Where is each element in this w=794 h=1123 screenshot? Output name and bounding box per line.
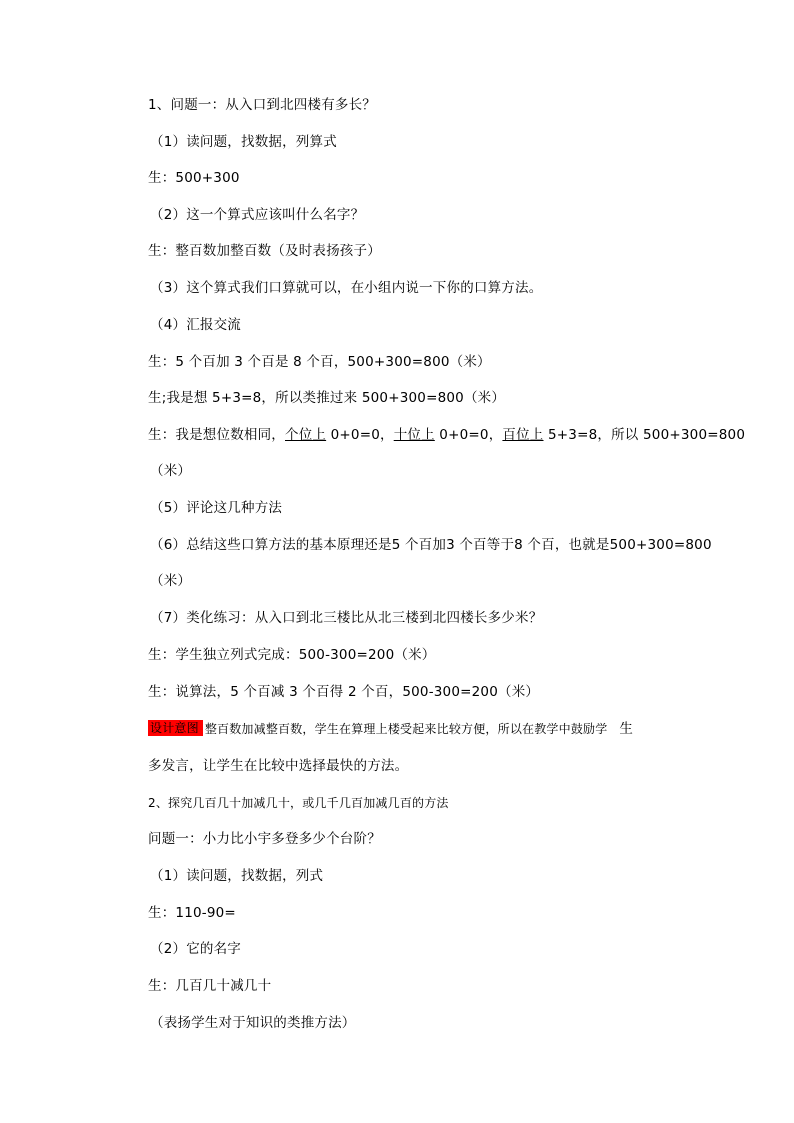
text-segment: 0+0=0， [434,427,503,443]
step-3: （3）这个算式我们口算就可以，在小组内说一下你的口算方法。 [150,280,543,296]
student-answer: 生：几百几十减几十 [148,978,272,994]
step-1: （1）读问题，找数据，列式 [150,868,324,884]
unit-continuation: （米） [150,573,192,589]
unit-continuation: （米） [150,463,192,479]
step-5: （5）评论这几种方法 [150,500,283,516]
underlined-tens-place: 十位上 [393,427,435,443]
teacher-note: （表扬学生对于知识的类推方法） [150,1015,356,1031]
student-answer: 生：500+300 [148,170,240,186]
text-segment: 5+3=8，所以 500+300=800 [543,427,746,443]
step-2: （2）这一个算式应该叫什么名字？ [150,207,365,223]
design-intent-tag: 设计意图 [148,720,203,736]
step-4: （4）汇报交流 [150,317,241,333]
design-intent-tail: 生 [619,721,634,737]
step-1: （1）读问题，找数据，列算式 [150,134,337,150]
question-heading: 问题一：小力比小宇多登多少个台阶？ [148,831,381,847]
underlined-hundreds-place: 百位上 [502,427,544,443]
underlined-ones-place: 个位上 [285,427,327,443]
step-7: （7）类化练习：从入口到北三楼比从北三楼到北四楼长多少米？ [150,610,543,626]
student-answer: 生：5 个百加 3 个百是 8 个百，500+300=800（米） [148,354,491,370]
step-6: （6）总结这些口算方法的基本原理还是5 个百加3 个百等于8 个百，也就是500+300=800 [150,537,712,553]
student-answer: 生;我是想 5+3=8，所以类推过来 500+300=800（米） [148,390,506,406]
student-answer: 生：说算法，5 个百减 3 个百得 2 个百，500-300=200（米） [148,684,540,700]
student-answer: 生：110-90= [148,905,236,921]
design-intent-text: 整百数加减整百数，学生在算理上楼受起来比较方便，所以在教学中鼓励学 [204,722,608,736]
question-1-heading: 1、问题一：从入口到北四楼有多长？ [148,97,376,113]
student-answer: 生：整百数加整百数（及时表扬孩子） [148,243,381,259]
student-answer-place-value [148,425,745,445]
student-answer: 生：学生独立列式完成：500-300=200（米） [148,647,436,663]
design-intent-paragraph [148,719,633,739]
text-segment: 生：我是想位数相同， [148,427,285,443]
text-segment: 0+0=0， [326,427,394,443]
step-2: （2）它的名字 [150,941,241,957]
design-intent-continuation: 多发言，让学生在比较中选择最快的方法。 [148,758,409,774]
section-2-heading: 2、探究几百几十加减几十，或几千几百加减几百的方法 [148,796,449,810]
